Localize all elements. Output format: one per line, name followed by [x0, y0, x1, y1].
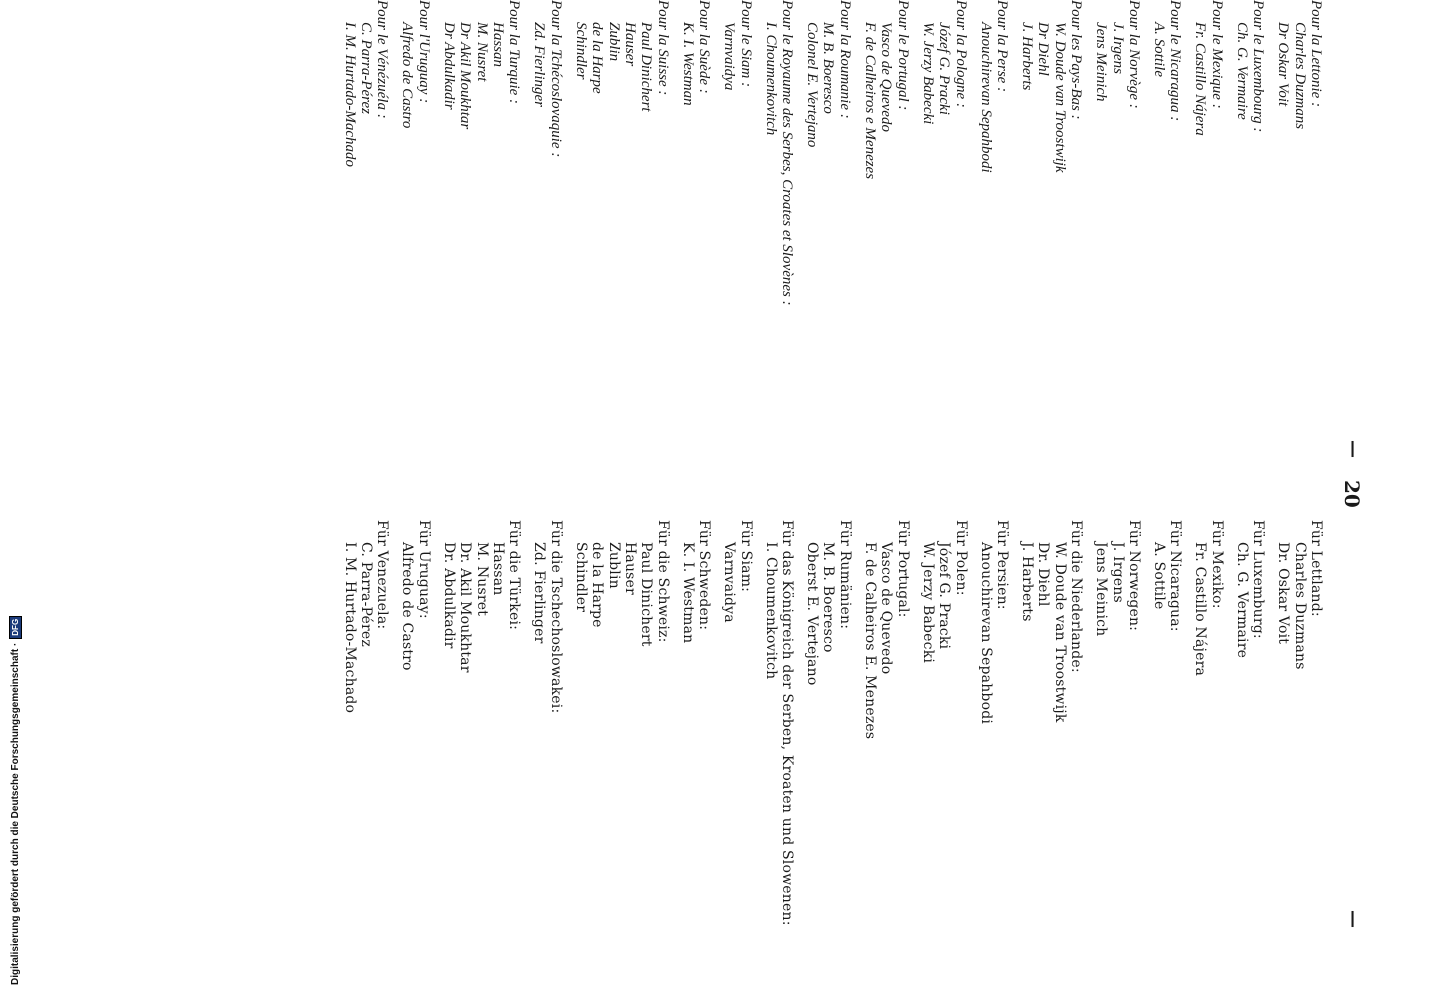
country-heading: Für Mexiko: — [1208, 520, 1225, 609]
signatory-name: M. Nusret — [473, 542, 490, 617]
country-heading: Pour le Siam : — [737, 0, 754, 88]
country-heading: Pour la Tchécoslovaquie : — [547, 0, 564, 158]
country-heading: Für Venezuela: — [374, 520, 391, 630]
country-heading: Für Uruguay: — [415, 520, 432, 619]
signatory-entry — [1151, 0, 1184, 480]
signatory-name: Dr Oskar Voit — [1275, 22, 1292, 107]
header-dash-left: — — [1343, 440, 1364, 458]
signatory-name: Dr. Abdulkadir — [440, 542, 457, 649]
signatory-name: Charles Duzmans — [1291, 22, 1308, 130]
signatory-name: Anouchirevan Sepahbodi — [977, 542, 994, 725]
signatory-name: Fr. Castillo Nájera — [1192, 542, 1209, 677]
signatory-name: Fr. Castillo Nájera — [1192, 22, 1209, 136]
french-signatories-column — [333, 0, 1324, 480]
signatory-entry — [977, 520, 1010, 1000]
country-heading: Für die Türkei: — [506, 520, 523, 631]
country-heading: Für Siam: — [737, 520, 754, 593]
signatory-entry — [531, 0, 564, 480]
signatory-name: Dr. Oskar Voit — [1275, 542, 1292, 645]
signatory-name: Dr Akil Moukhtar — [457, 22, 474, 130]
signatory-entry — [1192, 0, 1225, 480]
country-heading: Für Rumänien: — [836, 520, 853, 630]
signatory-name: Varnvaidya — [721, 22, 738, 91]
country-heading: Pour l'Uruguay : — [415, 0, 432, 104]
signatory-entry — [572, 520, 670, 1000]
signatory-entry — [341, 520, 390, 1000]
signatory-name: Alfredo de Castro — [399, 22, 416, 129]
country-heading: Pour le Nicaragua : — [1167, 0, 1184, 122]
signatory-entry — [721, 0, 754, 480]
signatory-name: K. I. Westman — [679, 542, 696, 644]
country-heading: Pour la Pologne : — [952, 0, 969, 108]
signatory-name: Hassan — [490, 22, 507, 68]
country-heading: Pour la Norvège : — [1125, 0, 1142, 109]
signatory-entry — [1093, 520, 1142, 1000]
signatory-name: Schindler — [572, 542, 589, 613]
signatory-entry — [440, 520, 522, 1000]
signatory-name: Zd. Fierlinger — [531, 542, 548, 644]
country-heading: Für Persien: — [993, 520, 1010, 610]
signatory-name: I. M. Hurtado-Machado — [341, 542, 358, 714]
country-heading: Für Norwegen: — [1125, 520, 1142, 632]
signatory-entry — [1093, 0, 1142, 480]
country-heading: Pour le Mexique : — [1208, 0, 1225, 109]
signatory-name: Zublin — [605, 22, 622, 62]
signatory-name: Paul Dinichert — [638, 542, 655, 647]
signatory-name: Varnvaidya — [721, 542, 738, 623]
country-heading: Für die Niederlande: — [1068, 520, 1085, 673]
signatory-name: Ch. G. Vermaire — [1233, 22, 1250, 120]
signatory-name: M. Nusret — [473, 22, 490, 82]
signatory-name: Jens Meinich — [1093, 542, 1110, 637]
signatory-name: I. Choumenkovitch — [762, 542, 779, 680]
signatory-entry — [341, 0, 390, 480]
signatory-entry — [531, 520, 564, 1000]
signatory-name: Alfredo de Castro — [399, 542, 416, 671]
country-heading: Für Nicaragua: — [1167, 520, 1184, 632]
signatory-entry — [1019, 520, 1085, 1000]
signatory-name: J. Harberts — [1018, 22, 1035, 91]
signatory-name: W. Doude van Troostwijk — [1051, 22, 1068, 173]
signatory-entry — [399, 520, 432, 1000]
signatory-entry — [804, 520, 853, 1000]
signatory-name: Ch. G. Vermaire — [1233, 542, 1250, 659]
signatory-name: Charles Duzmans — [1291, 542, 1308, 670]
signatory-name: M. B. Boeresco — [820, 22, 837, 114]
signatory-entry — [399, 0, 432, 480]
signatory-name: W. Jerzy Babecki — [919, 542, 936, 664]
country-heading: Pour le Vénézuéla : — [374, 0, 391, 119]
signatory-name: F. de Calheiros E. Menezes — [861, 542, 878, 740]
country-heading: Pour le Royaume des Serbes, Croates et Slovènes : — [779, 0, 796, 306]
country-heading: Für die Schweiz: — [654, 520, 671, 643]
country-heading: Pour la Lettonie : — [1308, 0, 1324, 108]
signatory-name: Dr. Diehl — [1035, 542, 1052, 607]
signatory-name: J. Irgens — [1109, 542, 1126, 603]
signatory-name: Dr Diehl — [1035, 22, 1052, 76]
signatory-entry — [679, 520, 712, 1000]
country-heading: Pour le Luxembourg : — [1250, 0, 1267, 133]
signatory-entry — [919, 0, 968, 480]
signatory-name: Dr Abdulkadir — [440, 22, 457, 110]
country-heading: Pour les Pays-Bas : — [1068, 0, 1085, 120]
page-number: 20 — [1340, 480, 1364, 508]
signatory-entry — [1151, 520, 1184, 1000]
signatory-name: Jens Meinich — [1093, 22, 1110, 102]
country-heading: Für Lettland: — [1308, 520, 1324, 617]
signatory-entry — [1233, 520, 1266, 1000]
country-heading: Für Portugal: — [894, 520, 911, 618]
country-heading: Für Luxemburg: — [1250, 520, 1267, 639]
country-heading: Pour la Turquie : — [506, 0, 523, 105]
country-heading: Pour la Suède : — [696, 0, 713, 94]
signatory-name: de la Harpe — [589, 542, 606, 628]
signatory-entry — [721, 520, 754, 1000]
signatory-name: de la Harpe — [589, 22, 606, 94]
signatory-name: Hauser — [622, 542, 639, 595]
german-signatories-column — [333, 520, 1324, 1000]
header-dash-right: — — [1343, 910, 1364, 928]
signatory-name: Zd. Fierlinger — [531, 22, 548, 107]
signatory-name: A. Sottile — [1150, 22, 1167, 77]
signatory-entry — [977, 0, 1010, 480]
signatory-name: C. Parra-Pérez — [358, 542, 374, 647]
signatory-name: Vasco de Quevedo — [878, 542, 895, 675]
country-heading: Für das Königreich der Serben, Kroaten und Slowenen: — [779, 520, 796, 926]
signatory-entry — [1275, 0, 1324, 480]
country-heading: Für Schweden: — [696, 520, 713, 631]
dfg-logo: DFG — [9, 616, 22, 639]
signatory-name: Anouchirevan Sepahbodi — [977, 22, 994, 173]
signatory-name: Józef G. Pracki — [936, 22, 953, 115]
signatory-name: Paul Dinichert — [638, 22, 655, 112]
signatory-name: J. Harberts — [1018, 542, 1035, 622]
signatory-entry — [762, 520, 795, 1000]
signatory-name: K. I. Westman — [679, 22, 696, 106]
signatory-name: Józef G. Pracki — [936, 542, 953, 650]
signatory-name: A. Sottile — [1150, 542, 1167, 610]
signatory-entry — [804, 0, 853, 480]
country-heading: Pour la Roumanie : — [836, 0, 853, 119]
signatory-entry — [862, 0, 911, 480]
signatory-name: Dr. Akil Moukhtar — [457, 542, 474, 673]
signatory-name: Schindler — [572, 22, 589, 80]
signatory-name: Hassan — [490, 542, 507, 596]
signatory-entry — [919, 520, 968, 1000]
signatory-name: Hauser — [622, 22, 639, 67]
country-heading: Pour la Suisse : — [654, 0, 671, 96]
signatory-name: F. de Calheiros e Menezes — [861, 22, 878, 180]
signatory-name: J. Irgens — [1109, 22, 1126, 74]
signatory-entry — [679, 0, 712, 480]
credit-text: Digitalisierung gefördert durch die Deutsche Forschungsgemeinschaft · — [9, 642, 21, 985]
signatory-name: M. B. Boeresco — [820, 542, 837, 653]
signatory-entry — [762, 0, 795, 480]
signatory-entry — [862, 520, 911, 1000]
signatory-name: Colonel E. Vertejano — [804, 22, 821, 148]
signatory-entry — [572, 0, 670, 480]
signatory-entry — [1233, 0, 1266, 480]
signatory-name: W. Doude van Troostwijk — [1051, 542, 1068, 723]
signatory-name: C. Parra-Pérez — [358, 22, 374, 114]
signatory-entry — [1019, 0, 1085, 480]
signatory-entry — [1192, 520, 1225, 1000]
signatory-entry — [440, 0, 522, 480]
signatory-name: Zublin — [605, 542, 622, 589]
signatory-name: W. Jerzy Babecki — [919, 22, 936, 125]
country-heading: Für Polen: — [952, 520, 969, 596]
signatory-name: Vasco de Quevedo — [878, 22, 895, 132]
signatory-name: I. M. Hurtado-Machado — [341, 22, 358, 167]
country-heading: Pour la Perse : — [993, 0, 1010, 93]
country-heading: Für die Tschechoslowakei: — [547, 520, 564, 714]
signatory-name: I. Choumenkovitch — [762, 22, 779, 136]
signatory-name: Oberst E. Vertejano — [804, 542, 821, 686]
country-heading: Pour le Portugal : — [894, 0, 911, 111]
signatory-entry — [1275, 520, 1324, 1000]
